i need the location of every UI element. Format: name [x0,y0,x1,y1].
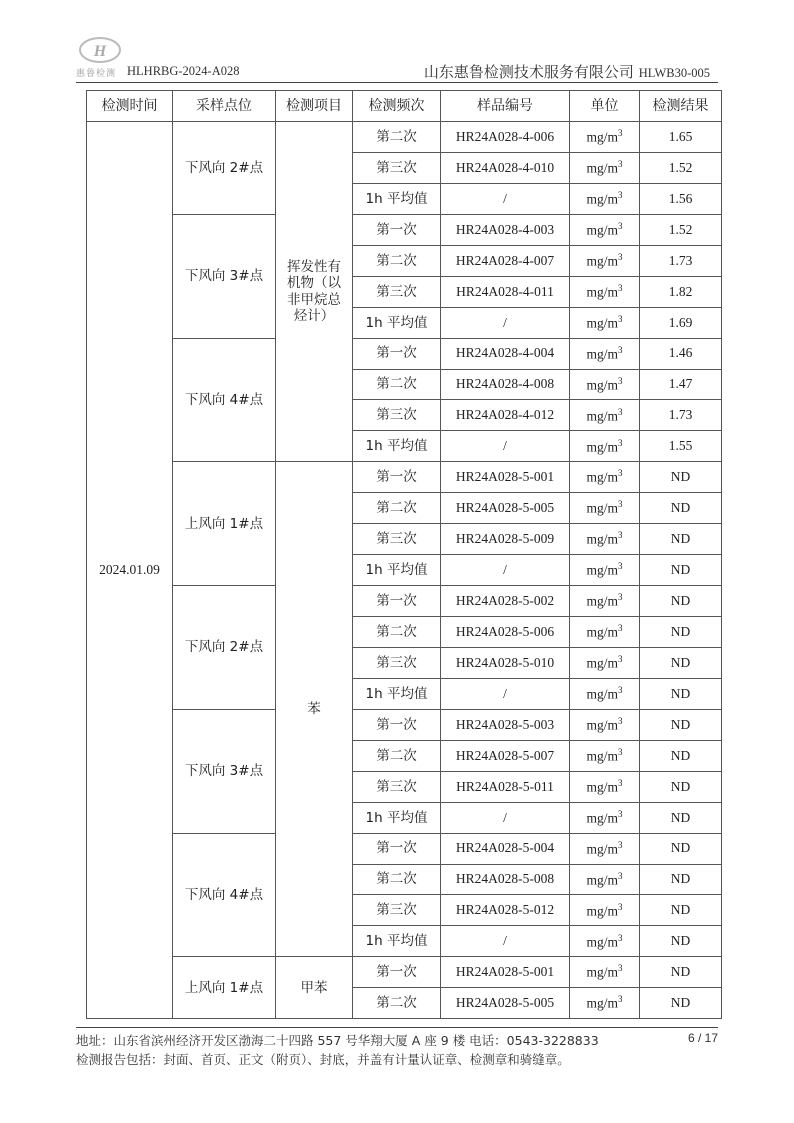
sample-id-cell: HR24A028-5-005 [441,988,570,1019]
test-item-cell: 挥发性有机物（以非甲烷总烃计） [276,122,353,462]
unit-cell [570,926,640,957]
result-cell: 1.47 [640,369,722,400]
sampling-point-cell: 下风向 4#点 [173,338,276,462]
unit-exponent: 3 [618,406,623,417]
sample-id-cell: HR24A028-5-005 [441,493,570,524]
sample-id-cell: HR24A028-5-011 [441,771,570,802]
col-header-point: 采样点位 [173,91,276,122]
unit-base: mg/m [586,562,618,578]
table-row [87,957,722,988]
unit-exponent: 3 [618,963,623,974]
unit-exponent: 3 [618,901,623,912]
unit-exponent: 3 [618,159,623,170]
frequency-cell: 第一次 [353,709,441,740]
sample-id-cell: HR24A028-4-010 [441,152,570,183]
frequency-cell: 第一次 [353,586,441,617]
unit-base: mg/m [586,624,618,640]
sample-id-cell: / [441,307,570,338]
sample-id-cell: HR24A028-4-011 [441,276,570,307]
sampling-point-cell: 下风向 3#点 [173,214,276,338]
sample-id-cell: HR24A028-5-008 [441,864,570,895]
result-cell: ND [640,493,722,524]
unit-base: mg/m [586,222,618,238]
unit-base: mg/m [586,284,618,300]
unit-base: mg/m [586,655,618,671]
col-header-result: 检测结果 [640,91,722,122]
unit-exponent: 3 [618,746,623,757]
frequency-cell: 1h 平均值 [353,926,441,957]
unit-cell [570,771,640,802]
unit-base: mg/m [586,964,618,980]
unit-base: mg/m [586,810,618,826]
frequency-cell: 第三次 [353,276,441,307]
col-header-freq: 检测频次 [353,91,441,122]
unit-cell [570,864,640,895]
unit-exponent: 3 [618,808,623,819]
unit-cell [570,245,640,276]
unit-exponent: 3 [618,685,623,695]
unit-base: mg/m [586,500,618,516]
frequency-cell: 第二次 [353,617,441,648]
frequency-cell: 第二次 [353,245,441,276]
frequency-cell: 1h 平均值 [353,555,441,586]
sample-id-cell: HR24A028-5-006 [441,617,570,648]
unit-cell [570,183,640,214]
sample-id-cell: HR24A028-4-007 [441,245,570,276]
unit-exponent: 3 [618,715,623,726]
unit-base: mg/m [586,748,618,764]
sample-id-cell: HR24A028-5-007 [441,740,570,771]
test-item-cell: 苯 [276,462,353,957]
frequency-cell: 第三次 [353,647,441,678]
unit-exponent: 3 [618,220,623,231]
unit-exponent: 3 [618,839,623,850]
result-cell: 1.46 [640,338,722,369]
unit-base: mg/m [586,686,618,702]
sampling-point-cell: 上风向 1#点 [173,462,276,586]
col-header-date: 检测时间 [87,91,173,122]
sample-id-cell: HR24A028-5-003 [441,709,570,740]
result-cell: 1.69 [640,307,722,338]
sample-id-cell: / [441,555,570,586]
unit-base: mg/m [586,346,618,362]
unit-base: mg/m [586,315,618,331]
unit-exponent: 3 [618,530,623,541]
sample-id-cell: HR24A028-5-010 [441,647,570,678]
unit-base: mg/m [586,995,618,1011]
unit-cell [570,740,640,771]
unit-cell [570,214,640,245]
table-body [87,122,722,1019]
result-cell: ND [640,988,722,1019]
result-cell: 1.73 [640,245,722,276]
sampling-point-cell: 下风向 3#点 [173,709,276,833]
frequency-cell: 第三次 [353,152,441,183]
frequency-cell: 1h 平均值 [353,183,441,214]
unit-base: mg/m [586,779,618,795]
unit-base: mg/m [586,408,618,424]
unit-exponent: 3 [618,468,623,479]
sample-id-cell: HR24A028-5-002 [441,586,570,617]
unit-exponent: 3 [618,282,623,293]
frequency-cell: 第二次 [353,369,441,400]
col-header-sample: 样品编号 [441,91,570,122]
unit-base: mg/m [586,191,618,207]
result-cell: 1.52 [640,152,722,183]
result-cell: 1.82 [640,276,722,307]
unit-base: mg/m [586,253,618,269]
unit-exponent: 3 [618,251,623,262]
logo-text: 惠鲁检测 [76,69,117,79]
unit-base: mg/m [586,903,618,919]
unit-exponent: 3 [618,592,623,603]
unit-base: mg/m [586,717,618,733]
date-cell: 2024.01.09 [87,122,173,1019]
footer-address: 地址：山东省滨州经济开发区渤海二十四路 557 号华翔大厦 A 座 9 楼 电话：0543-3228833 [76,1033,599,1048]
frequency-cell: 第二次 [353,493,441,524]
unit-cell [570,400,640,431]
result-cell: 1.73 [640,400,722,431]
result-cell: 1.65 [640,122,722,153]
unit-exponent: 3 [618,437,623,448]
sample-id-cell: / [441,678,570,709]
result-cell: ND [640,586,722,617]
frequency-cell: 第一次 [353,338,441,369]
unit-cell [570,338,640,369]
unit-cell [570,957,640,988]
unit-cell [570,122,640,153]
result-cell: 1.52 [640,214,722,245]
frequency-cell: 1h 平均值 [353,431,441,462]
result-cell: ND [640,802,722,833]
unit-cell [570,462,640,493]
sample-id-cell: HR24A028-4-008 [441,369,570,400]
result-cell: ND [640,771,722,802]
result-cell: ND [640,957,722,988]
result-cell: ND [640,740,722,771]
unit-exponent: 3 [618,128,623,139]
sample-id-cell: HR24A028-5-001 [441,462,570,493]
frequency-cell: 第三次 [353,895,441,926]
unit-base: mg/m [586,531,618,547]
sampling-point-cell: 上风向 1#点 [173,957,276,1019]
table-header-row [87,91,722,122]
table-row [87,833,722,864]
result-cell: ND [640,864,722,895]
unit-base: mg/m [586,469,618,485]
unit-exponent: 3 [618,499,623,510]
unit-cell [570,276,640,307]
unit-base: mg/m [586,593,618,609]
unit-cell [570,555,640,586]
unit-cell [570,431,640,462]
sample-id-cell: HR24A028-4-006 [441,122,570,153]
report-number: HLHRBG-2024-A028 [127,64,240,78]
unit-base: mg/m [586,129,618,145]
unit-cell [570,586,640,617]
result-cell: ND [640,709,722,740]
sample-id-cell: HR24A028-4-012 [441,400,570,431]
unit-base: mg/m [586,160,618,176]
table-row [87,462,722,493]
sampling-point-cell: 下风向 2#点 [173,122,276,215]
unit-exponent: 3 [618,375,623,386]
unit-cell [570,493,640,524]
result-cell: ND [640,555,722,586]
unit-cell [570,678,640,709]
unit-exponent: 3 [618,561,623,572]
frequency-cell: 1h 平均值 [353,678,441,709]
unit-exponent: 3 [618,777,623,788]
unit-base: mg/m [586,439,618,454]
frequency-cell: 第三次 [353,524,441,555]
unit-cell [570,647,640,678]
test-item-cell: 甲苯 [276,957,353,1019]
unit-exponent: 3 [618,623,623,634]
sample-id-cell: / [441,802,570,833]
sampling-point-cell: 下风向 2#点 [173,586,276,710]
sample-id-cell: HR24A028-5-012 [441,895,570,926]
sample-id-cell: HR24A028-5-004 [441,833,570,864]
unit-base: mg/m [586,377,618,393]
footer-note: 检测报告包括：封面、首页、正文（附页）、封底，并盖有计量认证章、检测章和骑缝章。 [76,1052,570,1067]
frequency-cell: 第二次 [353,122,441,153]
unit-cell [570,895,640,926]
result-cell: 1.56 [640,183,722,214]
unit-exponent: 3 [618,190,623,200]
frequency-cell: 1h 平均值 [353,802,441,833]
unit-cell [570,709,640,740]
unit-base: mg/m [586,841,618,857]
table-row [87,709,722,740]
unit-cell [570,617,640,648]
unit-cell [570,988,640,1019]
result-cell: ND [640,617,722,648]
frequency-cell: 第二次 [353,864,441,895]
frequency-cell: 第三次 [353,400,441,431]
unit-cell [570,524,640,555]
sample-id-cell: HR24A028-4-003 [441,214,570,245]
col-header-item: 检测项目 [276,91,353,122]
table-row [87,214,722,245]
company-name: 山东惠鲁检测技术服务有限公司 [423,63,634,81]
frequency-cell: 第一次 [353,214,441,245]
sample-id-cell: HR24A028-5-009 [441,524,570,555]
sample-id-cell: / [441,431,570,462]
unit-base: mg/m [586,934,618,949]
sample-id-cell: / [441,926,570,957]
result-cell: ND [640,926,722,957]
result-cell: ND [640,524,722,555]
result-cell: ND [640,678,722,709]
frequency-cell: 1h 平均值 [353,307,441,338]
unit-base: mg/m [586,872,618,888]
unit-cell [570,369,640,400]
form-code: HLWB30-005 [638,66,710,80]
table-row [87,338,722,369]
unit-cell [570,833,640,864]
results-table [86,90,722,1019]
sample-id-cell: / [441,183,570,214]
unit-exponent: 3 [618,313,623,324]
header-divider [76,82,718,83]
result-cell: ND [640,462,722,493]
table-row [87,122,722,153]
sample-id-cell: HR24A028-5-001 [441,957,570,988]
result-cell: ND [640,833,722,864]
unit-exponent: 3 [618,994,623,1005]
footer-divider [76,1027,718,1028]
svg-text:H: H [93,43,107,60]
unit-cell [570,307,640,338]
frequency-cell: 第一次 [353,833,441,864]
header-company [424,61,710,82]
sample-id-cell: HR24A028-4-004 [441,338,570,369]
unit-exponent: 3 [618,654,623,665]
page-number: 6 / 17 [687,1031,718,1045]
table-row [87,586,722,617]
unit-exponent: 3 [618,344,623,355]
frequency-cell: 第三次 [353,771,441,802]
result-cell: ND [640,895,722,926]
frequency-cell: 第二次 [353,988,441,1019]
unit-cell [570,152,640,183]
sampling-point-cell: 下风向 4#点 [173,833,276,957]
result-cell: ND [640,647,722,678]
frequency-cell: 第一次 [353,957,441,988]
col-header-unit: 单位 [570,91,640,122]
frequency-cell: 第一次 [353,462,441,493]
unit-cell [570,802,640,833]
frequency-cell: 第二次 [353,740,441,771]
unit-exponent: 3 [618,870,623,881]
result-cell: 1.55 [640,431,722,462]
unit-exponent: 3 [618,932,623,943]
